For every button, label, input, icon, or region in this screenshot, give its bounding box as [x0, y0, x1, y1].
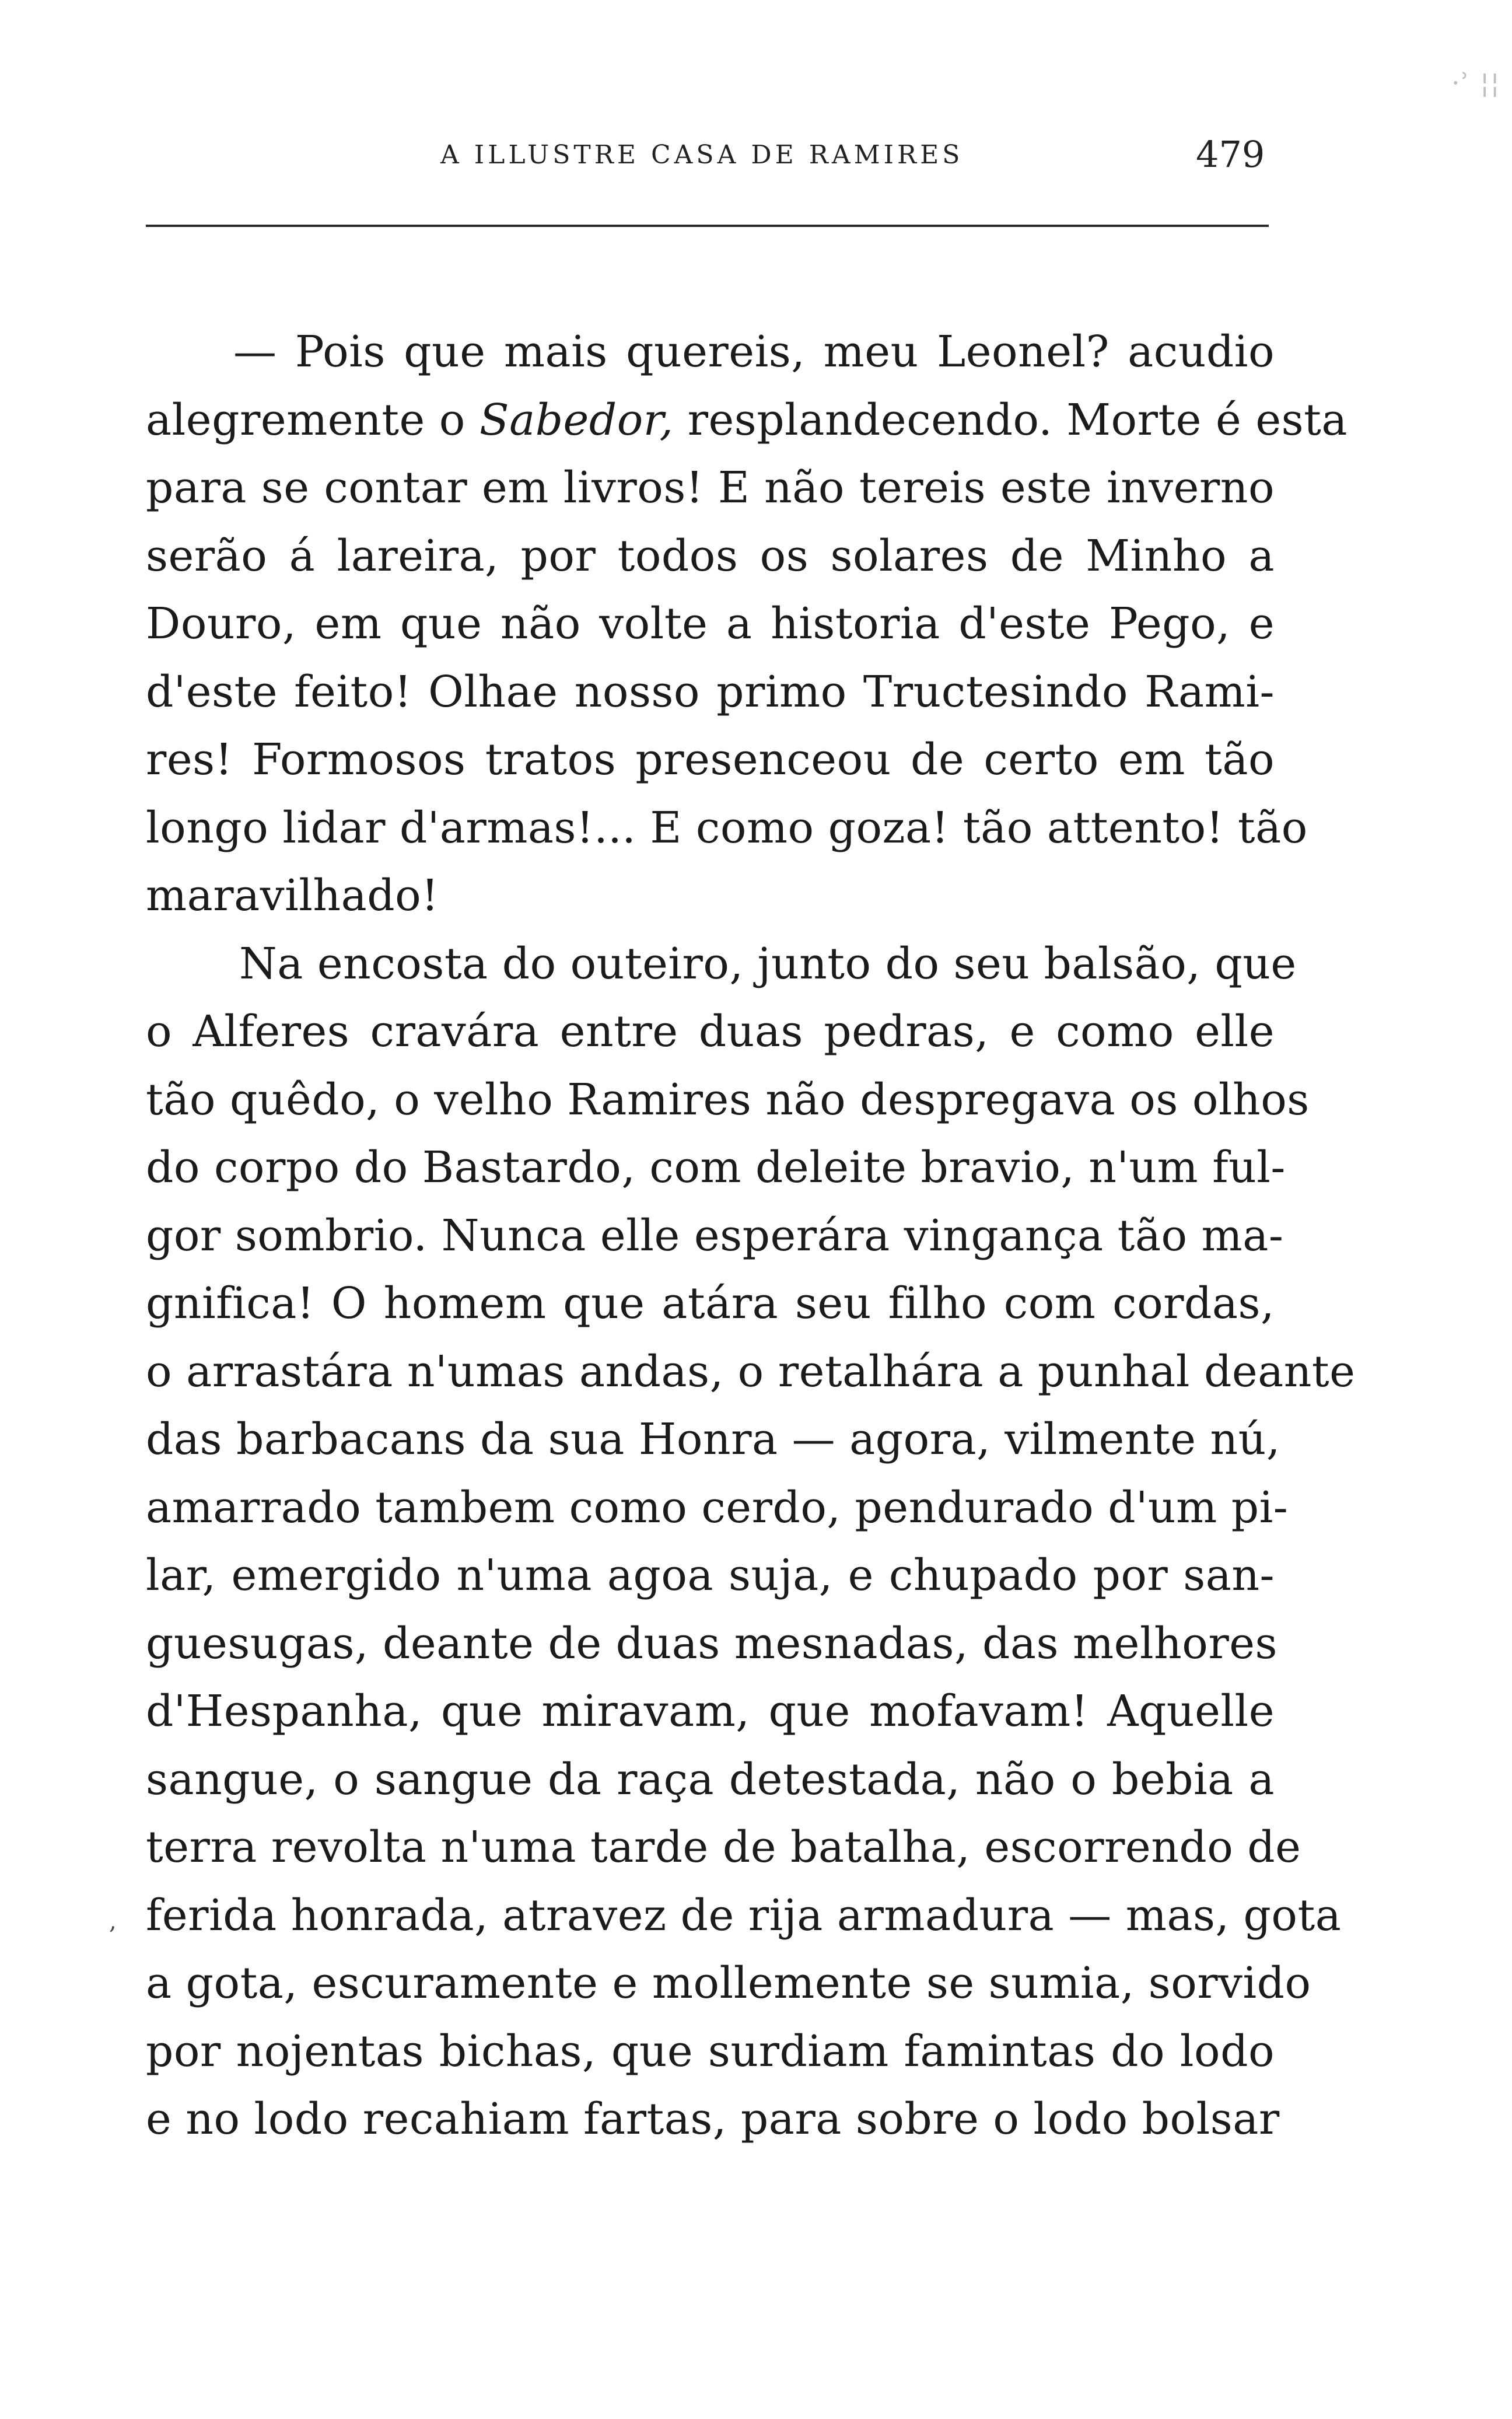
text-line: longo lidar d'armas!... E como goza! tão attento! tão	[146, 802, 1308, 853]
text-line: Douro, em que não volte a historia d'este Pego, e	[146, 599, 1275, 649]
header-rule	[146, 225, 1269, 227]
text-line: terra revolta n'uma tarde de batalha, escorrendo de	[146, 1822, 1301, 1872]
text-line: serão á lareira, por todos os solares de Minho a	[146, 530, 1275, 581]
text-line: por nojentas bichas, que surdiam famintas do lodo	[146, 2026, 1275, 2077]
text-line: d'Hespanha, que miravam, que mofavam! Aquelle	[146, 1686, 1275, 1736]
text-line: gor sombrio. Nunca elle esperára vingança tão ma-	[146, 1210, 1284, 1261]
page-number: 479	[1196, 133, 1265, 176]
text-line: res! Formosos tratos presenceou de certo em tão	[146, 735, 1275, 785]
text-line: sangue, o sangue da raça detestada, não o bebia a	[146, 1754, 1275, 1805]
body-text	[146, 318, 1356, 2154]
running-title: A ILLUSTRE CASA DE RAMIRES	[440, 140, 964, 170]
text-line: e no lodo recahiam fartas, para sobre o lodo bolsar	[146, 2094, 1280, 2144]
margin-speck: ·ʾ ¦¦	[1451, 67, 1501, 99]
text-line: ferida honrada, atravez de rija armadura — mas, gota	[146, 1890, 1342, 1941]
emphasized-word: Sabedor,	[479, 394, 674, 445]
text-line: alegremente o Sabedor, resplandecendo. Morte é esta	[146, 394, 1348, 445]
text-line: Na encosta do outeiro, junto do seu balsão, que	[239, 938, 1297, 989]
text-line: guesugas, deante de duas mesnadas, das melhores	[146, 1618, 1278, 1669]
text-line: — Pois que mais quereis, meu Leonel? acudio	[233, 327, 1275, 377]
text-line: das barbacans da sua Honra — agora, vilmente nú,	[146, 1414, 1280, 1464]
text-line: amarrado tambem como cerdo, pendurado d'um pi-	[146, 1482, 1289, 1533]
text-line: a gota, escuramente e mollemente se sumia, sorvido	[146, 1958, 1311, 2008]
text-line: do corpo do Bastardo, com deleite bravio, n'um ful-	[146, 1142, 1286, 1193]
text-line: tão quêdo, o velho Ramires não despregava os olhos	[146, 1074, 1310, 1125]
text-line: maravilhado!	[146, 871, 439, 921]
text-line: d'este feito! Olhae nosso primo Tructesindo Rami-	[146, 666, 1275, 717]
margin-comma: ,	[109, 1908, 117, 1935]
text-line: lar, emergido n'uma agoa suja, e chupado por san-	[146, 1550, 1275, 1600]
text-line: para se contar em livros! E não tereis este inverno	[146, 463, 1275, 513]
text-line: gnifica! O homem que atára seu filho com cordas,	[146, 1278, 1275, 1329]
text-line: o Alferes cravára entre duas pedras, e como elle	[146, 1006, 1275, 1057]
text-line: o arrastára n'umas andas, o retalhára a punhal deante	[146, 1346, 1356, 1397]
